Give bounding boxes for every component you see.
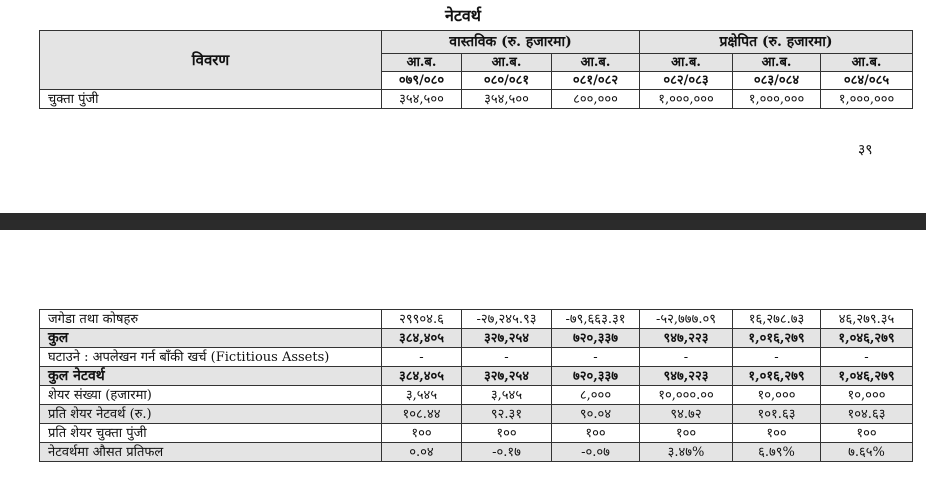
table-row [40, 90, 913, 109]
cell-value: १०० [733, 424, 821, 443]
label-header: विवरण [40, 31, 382, 90]
year-header: ०८१/०८२ [552, 72, 640, 90]
cell-value: ७२०,३३७ [552, 367, 640, 386]
cell-value: २९९०४.६ [382, 310, 462, 329]
cell-value: -०.१७ [462, 443, 552, 462]
cell-value: - [640, 348, 733, 367]
row-label: घटाउने : अपलेखन गर्न बाँकी खर्च (Fictitious Assets) [40, 348, 382, 367]
cell-value: १०० [640, 424, 733, 443]
row-label: प्रति शेयर नेटवर्थ (रु.) [40, 405, 382, 424]
cell-value: १०,००० [821, 386, 913, 405]
cell-value: -२७,२४५.९३ [462, 310, 552, 329]
cell-value: १,०००,००० [640, 90, 733, 109]
cell-value: ३,५४५ [462, 386, 552, 405]
cell-value: १०,००० [733, 386, 821, 405]
row-label: कुल नेटवर्थ [40, 367, 382, 386]
table-row [40, 348, 913, 367]
cell-value: -७९,६६३.३१ [552, 310, 640, 329]
cell-value: ३५४,५०० [382, 90, 462, 109]
cell-value: ९४७,२२३ [640, 367, 733, 386]
cell-value: ८,००० [552, 386, 640, 405]
actual-group-header: वास्तविक (रु. हजारमा) [382, 31, 640, 54]
cell-value: ३८४,४०५ [382, 367, 462, 386]
cell-value: १,०००,००० [821, 90, 913, 109]
cell-value: - [821, 348, 913, 367]
fy-label: आ.ब. [552, 54, 640, 72]
cell-value: ९२.३१ [462, 405, 552, 424]
cell-value: ७.६५% [821, 443, 913, 462]
page-number: ३९ [858, 142, 873, 158]
table-row [40, 386, 913, 405]
year-header: ०७९/०८० [382, 72, 462, 90]
year-header: ०८२/०८३ [640, 72, 733, 90]
cell-value: १०० [552, 424, 640, 443]
table-row [40, 367, 913, 386]
projected-group-header: प्रक्षेपित (रु. हजारमा) [640, 31, 913, 54]
cell-value: - [733, 348, 821, 367]
fy-label: आ.ब. [821, 54, 913, 72]
cell-value: ९४.७२ [640, 405, 733, 424]
row-label: जगेडा तथा कोषहरु [40, 310, 382, 329]
year-header: ०८३/०८४ [733, 72, 821, 90]
cell-value: ३२७,२५४ [462, 367, 552, 386]
cell-value: १०० [821, 424, 913, 443]
fy-label: आ.ब. [462, 54, 552, 72]
cell-value: -०.०७ [552, 443, 640, 462]
table-row [40, 443, 913, 462]
cell-value: १,०१६,२७९ [733, 329, 821, 348]
cell-value: - [382, 348, 462, 367]
cell-value: १०१.६३ [733, 405, 821, 424]
cell-value: १०८.४४ [382, 405, 462, 424]
cell-value: ६.७९% [733, 443, 821, 462]
networth-table-top [39, 30, 913, 109]
cell-value: ८००,००० [552, 90, 640, 109]
cell-value: ९०.०४ [552, 405, 640, 424]
row-label: शेयर संख्या (हजारमा) [40, 386, 382, 405]
year-header: ०८०/०८१ [462, 72, 552, 90]
cell-value: ३८४,४०५ [382, 329, 462, 348]
networth-table-bottom [39, 309, 913, 462]
row-label: नेटवर्थमा औसत प्रतिफल [40, 443, 382, 462]
table-row [40, 310, 913, 329]
cell-value: १,०४६,२७९ [821, 367, 913, 386]
cell-value: ३.४७% [640, 443, 733, 462]
cell-value: ७२०,३३७ [552, 329, 640, 348]
cell-value: १,०००,००० [733, 90, 821, 109]
cell-value: १०० [462, 424, 552, 443]
cell-value: १०,०००.०० [640, 386, 733, 405]
cell-value: ३,५४५ [382, 386, 462, 405]
cell-value: ९४७,२२३ [640, 329, 733, 348]
fy-label: आ.ब. [382, 54, 462, 72]
cell-value: १०० [382, 424, 462, 443]
cell-value: ०.०४ [382, 443, 462, 462]
cell-value: -५२,७७७.०९ [640, 310, 733, 329]
cell-value: १,०४६,२७९ [821, 329, 913, 348]
cell-value: ३५४,५०० [462, 90, 552, 109]
fy-label: आ.ब. [733, 54, 821, 72]
row-label: कुल [40, 329, 382, 348]
row-label: प्रति शेयर चुक्ता पुंजी [40, 424, 382, 443]
page-divider-band [0, 213, 926, 230]
fy-label: आ.ब. [640, 54, 733, 72]
page-title: नेटवर्थ [444, 6, 482, 25]
row-label: चुक्ता पुंजी [40, 90, 382, 109]
cell-value: - [462, 348, 552, 367]
cell-value: ४६,२७९.३५ [821, 310, 913, 329]
table-row [40, 424, 913, 443]
cell-value: - [552, 348, 640, 367]
cell-value: १,०१६,२७९ [733, 367, 821, 386]
year-header: ०८४/०८५ [821, 72, 913, 90]
cell-value: ३२७,२५४ [462, 329, 552, 348]
table-row [40, 405, 913, 424]
table-row [40, 329, 913, 348]
cell-value: १०४.६३ [821, 405, 913, 424]
cell-value: १६,२७८.७३ [733, 310, 821, 329]
